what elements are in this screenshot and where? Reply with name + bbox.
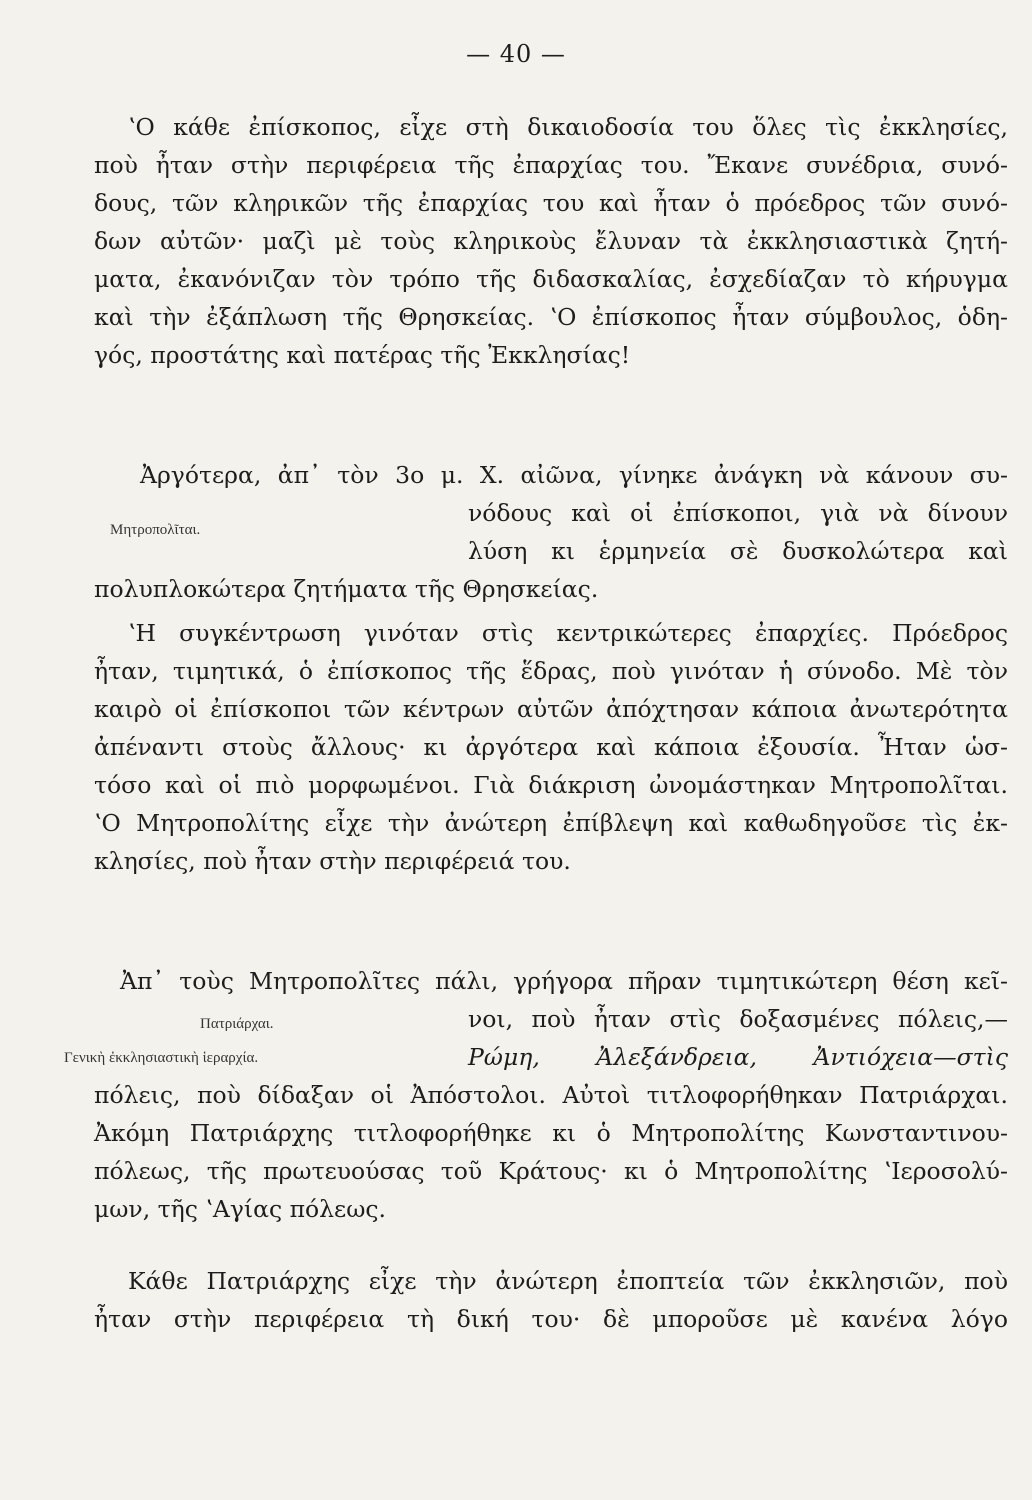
paragraph-4-line-5: Ἀκόμη Πατριάρχης τιτλοφορήθηκε κι ὁ Μητροπολίτης Κωνσταντινου- xyxy=(94,1119,1008,1147)
paragraph-4-line-4: πόλεις, ποὺ δίδαξαν οἱ Ἀπόστολοι. Αὐτοὶ τιτλοφορήθηκαν Πατριάρχαι. xyxy=(94,1081,1008,1109)
paragraph-4-line-6: πόλεως, τῆς πρωτευούσας τοῦ Κράτους· κι ὁ Μητροπολίτης ʽΙεροσολύ- xyxy=(94,1157,1008,1185)
margin-note-metropolitans: Μητροπολῖται. xyxy=(110,522,201,538)
paragraph-3-line-4: ἀπέναντι στοὺς ἄλλους· κι ἀργότερα καὶ κάποια ἐξουσία. Ἦταν ὡσ- xyxy=(94,733,1008,761)
paragraph-2-line-2: νόδους καὶ οἱ ἐπίσκοποι, γιὰ νὰ δίνουν xyxy=(468,499,1008,527)
paragraph-1-line-1: ʽΟ κάθε ἐπίσκοπος, εἶχε στὴ δικαιοδοσία του ὅλες τὶς ἐκκλησίες, xyxy=(128,113,1008,141)
paragraph-1-line-2: ποὺ ἦταν στὴν περιφέρεια τῆς ἐπαρχίας του. Ἔκανε συνέδρια, συνό- xyxy=(94,151,1008,179)
paragraph-4-line-1: Ἀπ᾿ τοὺς Μητροπολῖτες πάλι, γρήγορα πῆραν τιμητικώτερη θέση κεῖ- xyxy=(120,967,1008,995)
paragraph-3-line-2: ἦταν, τιμητικά, ὁ ἐπίσκοπος τῆς ἕδρας, ποὺ γινόταν ἡ σύνοδο. Μὲ τὸν xyxy=(94,657,1008,685)
paragraph-1-line-4: δων αὐτῶν· μαζὶ μὲ τοὺς κληρικοὺς ἔλυναν τὰ ἐκκλησιαστικὰ ζητή- xyxy=(94,227,1008,255)
paragraph-3-line-5: τόσο καὶ οἱ πιὸ μορφωμένοι. Γιὰ διάκριση ὠνομάστηκαν Μητροπολῖται. xyxy=(94,771,1008,799)
paragraph-1-line-5: ματα, ἐκανόνιζαν τὸν τρόπο τῆς διδασκαλίας, ἐσχεδίαζαν τὸ κήρυγμα xyxy=(94,265,1008,293)
paragraph-1-line-3: δους, τῶν κληρικῶν τῆς ἐπαρχίας του καὶ ἦταν ὁ πρόεδρος τῶν συνό- xyxy=(94,189,1008,217)
paragraph-1-line-7: γός, προστάτης καὶ πατέρας τῆς Ἐκκλησίας! xyxy=(94,341,631,369)
paragraph-5-line-2: ἦταν στὴν περιφέρεια τὴ δική του· δὲ μποροῦσε μὲ κανένα λόγο xyxy=(94,1305,1008,1333)
paragraph-4-line-3: Ρώμη, Ἀλεξάνδρεια, Ἀντιόχεια—στὶς xyxy=(468,1043,1008,1071)
paragraph-3-line-6: ʽΟ Μητροπολίτης εἶχε τὴν ἀνώτερη ἐπίβλεψη καὶ καθωδηγοῦσε τὶς ἐκ- xyxy=(94,809,1008,837)
paragraph-2-line-3: λύση κι ἑρμηνεία σὲ δυσκολώτερα καὶ xyxy=(468,537,1008,565)
paragraph-4-line-2: νοι, ποὺ ἦταν στὶς δοξασμένες πόλεις,— xyxy=(468,1005,1008,1033)
paragraph-3-line-7: κλησίες, ποὺ ἦταν στὴν περιφέρειά του. xyxy=(94,847,571,875)
paragraph-3-line-1: ʽΗ συγκέντρωση γινόταν στὶς κεντρικώτερες ἐπαρχίες. Πρόεδρος xyxy=(128,619,1008,647)
paragraph-5-line-1: Κάθε Πατριάρχης εἶχε τὴν ἀνώτερη ἐποπτεία τῶν ἐκκλησιῶν, ποὺ xyxy=(128,1267,1008,1295)
paragraph-4-line-7: μων, τῆς ʽΑγίας πόλεως. xyxy=(94,1195,387,1223)
margin-note-hierarchy: Γενικὴ ἐκκλησιαστικὴ ἱεραρχία. xyxy=(64,1050,259,1066)
margin-note-patriarchs: Πατριάρχαι. xyxy=(200,1016,274,1032)
page-number: — 40 — xyxy=(466,40,566,68)
paragraph-2-line-1: Ἀργότερα, ἀπ᾿ τὸν 3ο μ. Χ. αἰῶνα, γίνηκε ἀνάγκη νὰ κάνουν συ- xyxy=(140,461,1008,489)
paragraph-3-line-3: καιρὸ οἱ ἐπίσκοποι τῶν κέντρων αὐτῶν ἀπόχτησαν κάποια ἀνωτερότητα xyxy=(94,695,1008,723)
paragraph-1-line-6: καὶ τὴν ἐξάπλωση τῆς Θρησκείας. ʽΟ ἐπίσκοπος ἦταν σύμβουλος, ὁδη- xyxy=(94,303,1008,331)
paragraph-2-line-4: πολυπλοκώτερα ζητήματα τῆς Θρησκείας. xyxy=(94,575,599,603)
